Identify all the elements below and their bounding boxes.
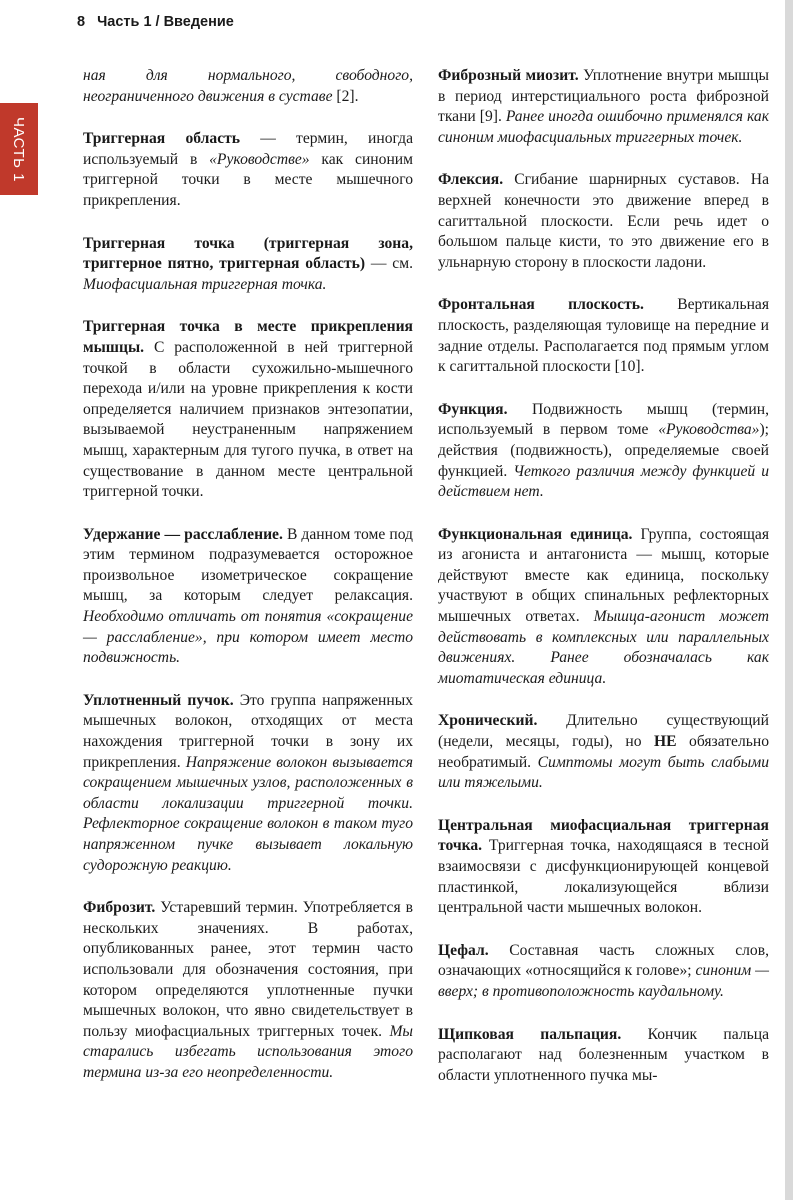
entry-text: Кончик пальца располагают над болезненным участком в области уплотненного пучка мы- [438, 1025, 769, 1084]
entry-term: Центральная миофасциальная триггерная точка. [438, 816, 769, 855]
entry-text: ); действия (подвижность), определяемые своей функцией. [438, 421, 769, 480]
glossary-entry [438, 711, 769, 793]
entry-term: Фронтальная плоскость. [438, 296, 644, 314]
entry-text: Подвижность мышц (термин, используемый в первом томе [438, 400, 769, 439]
entry-text: С расположенной в ней триггерной точкой в области сухожильно-мышечного перехода и/или на уровне прикрепления к кости определяется наличием признаков энтезопатии, вызываемой неустраненным напряжением мышц, характерным для тугого пучка, в ответ на существование в данном месте центральной триггерной точки. [83, 338, 413, 501]
chapter-side-tab-label: ЧАСТЬ 1 [10, 116, 28, 182]
entry-text: Это группа напряженных мышечных волокон, отходящих от места нахождения триггерной точки в зону их прикрепления. [83, 691, 414, 771]
glossary-entry [438, 400, 769, 503]
entry-term: Щипковая пальпация. [438, 1025, 622, 1043]
glossary-entry [438, 1025, 769, 1087]
glossary-entry [438, 170, 769, 273]
entry-term: Функциональная единица. [438, 525, 633, 543]
entry-note: Мы старались избегать использования этого термина из-за его неопределенности. [83, 1022, 413, 1081]
entry-text: Устаревший термин. Употребляется в нескольких значениях. В работах, опубликованных ранее, этот термин часто использовали для обозначения состояния, при котором определяются уплотненные пучки мышечных волокон, что явно свидетельствует в пользу миофасциальных триггерных точек. [83, 899, 413, 1040]
entry-term: Уплотненный пучок. [83, 691, 234, 709]
page-number: 8 [77, 14, 86, 30]
entry-text: Вертикальная плоскость, разделяющая туловище на передние и задние отделы. Располагается под прямым углом к сагиттальной плоскости [10]. [438, 296, 770, 376]
glossary-entry [83, 317, 413, 502]
glossary-entry [438, 941, 769, 1003]
entry-note: Ранее иногда ошибочно применялся как синоним миофасциальных триггерных точек. [438, 108, 769, 146]
entry-note: ная для нормального, свободного, неограниченного движения в суставе [83, 67, 413, 105]
entry-text: Сгибание шарнирных суставов. На верхней конечности это движение вперед в сагиттальной плоскости. Если речь идет о большом пальце кисти, то это движение его в ульнарную сторону в плоскости ладони. [438, 171, 769, 271]
entry-note: Четкого различия между функцией и действием нет. [438, 462, 769, 501]
entry-term: Удержание — расслабление. [83, 525, 283, 543]
entry-note: Мышца-агонист может действовать в комплексных или параллельных движениях. Ранее обозначалась как миотатическая единица. [438, 608, 769, 687]
entry-note: синоним — вверх; в противоположность каудальному. [438, 962, 770, 1000]
right-column [438, 66, 769, 1108]
glossary-entry [83, 898, 413, 1083]
entry-text: В данном томе под этим термином подразумевается осторожное произвольное изометрическое сокращение мышц, за которым следует релаксация. [83, 525, 413, 605]
glossary-entry [83, 234, 413, 296]
entry-term: Триггерная область [83, 130, 241, 148]
page-edge [785, 0, 793, 1200]
entry-term: Фиброзный миозит. [438, 67, 579, 84]
entry-note: «Руководстве» [209, 150, 310, 168]
glossary-entry [438, 66, 769, 148]
glossary-entry [83, 129, 413, 211]
entry-note: Необходимо отличать от понятия «сокращение — расслабление», при котором имеет место подвижность. [83, 608, 413, 667]
glossary-entry [438, 816, 769, 919]
entry-term: Триггерная точка (триггерная зона, триггерное пятно, триггерная область) [83, 234, 413, 273]
entry-note: Миофасциальная триггерная точка. [83, 275, 327, 293]
section-title: Часть 1 / Введение [97, 14, 234, 30]
entry-note: Напряжение волокон вызывается сокращением мышечных узлов, расположенных в области локализации триггерной точки. Рефлекторное сокращение волокон в таком туго напряженном пучке вызывает локальную судорожную реакцию. [83, 753, 413, 874]
entry-term: Цефал. [438, 941, 489, 959]
entry-text: [2]. [332, 87, 359, 105]
entry-text: Уплотнение внутри мышцы в период интерстициального роста фиброзной ткани [9]. [438, 67, 769, 126]
entry-text: Составная часть сложных слов, означающих «относящийся к голове»; [438, 941, 769, 980]
entry-term: Функция. [438, 400, 508, 418]
entry-text: Группа, состоящая из агониста и антагониста — мышц, которые действуют вместе как единица, поскольку участвуют в общих спинальных рефлекторных мышечных ответах. [438, 525, 769, 626]
entry-text: Длительно существующий (недели, месяцы, годы), но [438, 712, 769, 751]
entry-note: Симптомы могут быть слабыми или тяжелыми. [438, 753, 769, 792]
entry-term: Триггерная точка в месте прикрепления мышцы. [83, 318, 413, 356]
glossary-entry [438, 525, 769, 690]
entry-note: «Руководства» [658, 421, 760, 439]
entry-text: как синоним триггерной точки в месте мышечного прикрепления. [83, 150, 413, 209]
running-header [77, 14, 234, 30]
glossary-entry [83, 691, 413, 876]
entry-text: — см. [365, 255, 413, 273]
entry-text: обязательно необратимый. [438, 733, 769, 771]
left-column [83, 66, 413, 1106]
glossary-entry [438, 295, 769, 377]
glossary-entry [83, 66, 413, 107]
entry-text: Триггерная точка, находящаяся в тесной взаимосвязи с дисфункционирующей концевой пластинкой, локализующейся вблизи центральной части мышечных волокон. [438, 837, 769, 917]
entry-term: Фиброзит. [83, 899, 156, 917]
chapter-side-tab [0, 103, 38, 195]
glossary-entry [83, 525, 413, 669]
entry-text: — термин, иногда используемый в [83, 130, 413, 168]
entry-term: НЕ [654, 733, 677, 751]
entry-term: Хронический. [438, 712, 538, 730]
entry-term: Флексия. [438, 171, 504, 189]
